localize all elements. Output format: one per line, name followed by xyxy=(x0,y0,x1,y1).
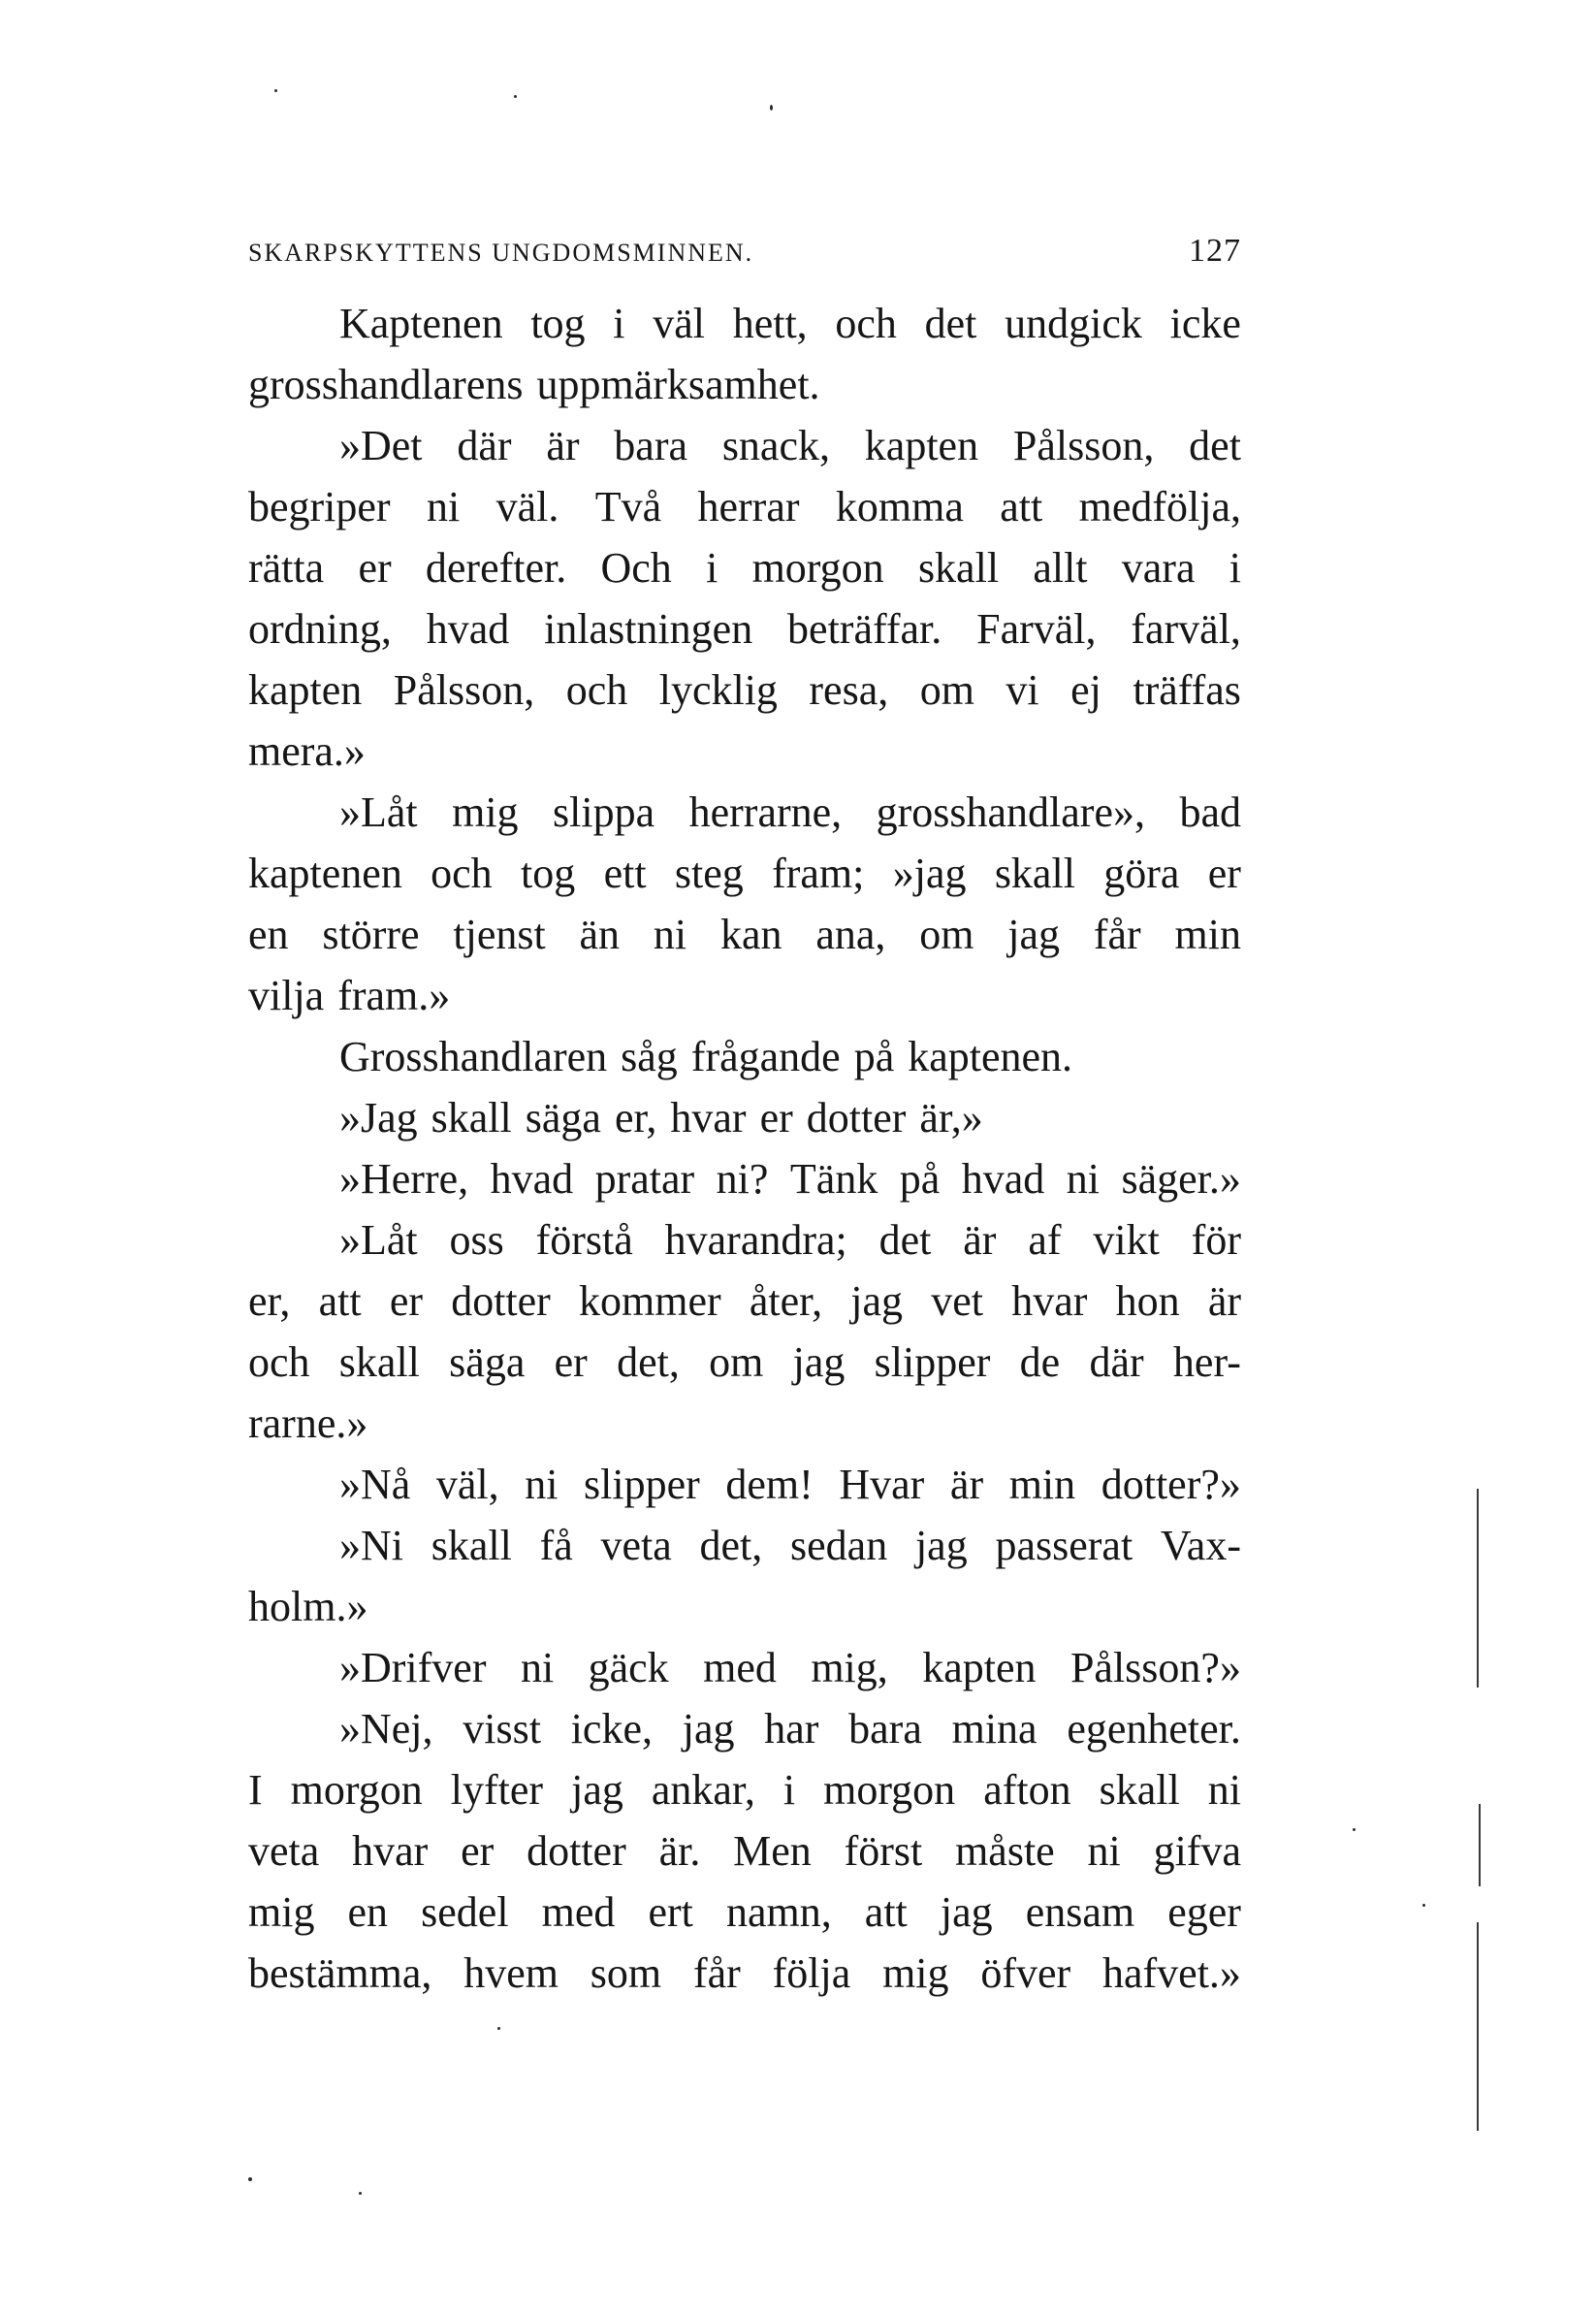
word: det xyxy=(924,300,977,347)
scan-speck xyxy=(274,89,277,92)
scan-speck xyxy=(248,2177,252,2181)
word: snack, xyxy=(721,422,830,469)
word: kommer xyxy=(579,1277,721,1325)
word: »Låt xyxy=(339,1216,418,1264)
word: skall xyxy=(338,1338,420,1386)
word: är,» xyxy=(919,1094,983,1142)
word: och xyxy=(431,850,493,897)
word: ett xyxy=(603,850,647,897)
word: hvar xyxy=(1011,1277,1088,1325)
word: på xyxy=(853,1033,895,1080)
text-line xyxy=(248,1759,1241,1820)
word: slipper xyxy=(584,1461,700,1508)
word: slipper xyxy=(874,1338,991,1386)
word: frågande xyxy=(690,1033,841,1080)
scan-speck xyxy=(1353,1828,1356,1831)
scan-speck xyxy=(1422,1904,1425,1907)
word: det, xyxy=(617,1338,680,1386)
word: vet xyxy=(931,1277,984,1325)
text-line xyxy=(248,782,1241,843)
word: grosshandlare», xyxy=(876,788,1145,836)
word: Pålsson, xyxy=(1012,422,1155,469)
text-line xyxy=(248,659,1241,721)
text-line xyxy=(248,415,1241,476)
page-header xyxy=(248,233,1241,277)
word: dotter xyxy=(527,1827,626,1875)
word: gäck xyxy=(588,1644,669,1691)
word: sedel xyxy=(421,1888,509,1936)
word: mig xyxy=(248,1888,315,1936)
word: ej xyxy=(1070,666,1101,714)
word: hvad xyxy=(490,1155,574,1203)
word: kaptenen xyxy=(248,850,402,897)
word: som xyxy=(590,1949,662,1997)
word: i xyxy=(1229,544,1241,592)
word: jag xyxy=(792,1338,846,1386)
word: vilja xyxy=(248,972,325,1019)
word: hvar xyxy=(670,1094,747,1142)
word: väl, xyxy=(435,1461,499,1508)
word: får xyxy=(692,1949,741,1997)
word: min xyxy=(1008,1461,1076,1508)
word: herrarne, xyxy=(688,788,843,836)
word: där xyxy=(1089,1338,1144,1386)
word: derefter. xyxy=(425,544,567,592)
word: är. xyxy=(658,1827,701,1875)
word: jag xyxy=(571,1766,623,1814)
word: er xyxy=(759,1094,793,1142)
word: dotter xyxy=(451,1277,551,1325)
word: ordning, xyxy=(248,605,392,653)
word: Farväl, xyxy=(976,605,1097,653)
word: hvarandra; xyxy=(664,1216,847,1264)
word: hett, xyxy=(732,300,808,347)
word: slippa xyxy=(553,788,655,836)
word: måste xyxy=(955,1827,1055,1875)
word: ankar, xyxy=(651,1766,755,1814)
text-line xyxy=(248,1698,1241,1759)
word: morgon xyxy=(290,1766,423,1814)
word: veta xyxy=(600,1522,672,1569)
text-line xyxy=(248,1148,1241,1209)
word: jag xyxy=(914,1522,968,1569)
word: oss xyxy=(449,1216,504,1264)
word: tjenst xyxy=(453,911,546,958)
word: ni xyxy=(426,483,461,531)
word: passerat xyxy=(995,1522,1133,1569)
word: hvem xyxy=(463,1949,559,1997)
word: Och xyxy=(600,544,672,592)
word: än xyxy=(579,911,621,958)
word: farväl, xyxy=(1131,605,1241,653)
word: få xyxy=(539,1522,573,1569)
word: om xyxy=(709,1338,764,1386)
word: det xyxy=(1189,422,1241,469)
word: och xyxy=(248,1338,310,1386)
word: först xyxy=(844,1827,923,1875)
word: komma xyxy=(835,483,964,531)
word: jag xyxy=(850,1277,904,1325)
word: icke, xyxy=(570,1705,653,1753)
word: steg xyxy=(674,850,744,897)
word: namn, xyxy=(725,1888,832,1936)
word: åter, xyxy=(749,1277,823,1325)
word: ert xyxy=(648,1888,693,1936)
word: visst xyxy=(463,1705,541,1753)
word: öfver xyxy=(980,1949,1071,1997)
word: kaptenen. xyxy=(908,1033,1073,1080)
word: förstå xyxy=(535,1216,633,1264)
word: af xyxy=(1028,1216,1062,1264)
text-line xyxy=(248,1637,1241,1698)
word: Grosshandlaren xyxy=(339,1033,608,1080)
word: eger xyxy=(1167,1888,1241,1936)
word: Pålsson, xyxy=(393,666,535,714)
word: jag xyxy=(1007,911,1061,958)
word: att xyxy=(864,1888,908,1936)
word: »Det xyxy=(339,422,423,469)
word: i xyxy=(782,1766,796,1814)
page-number: 127 xyxy=(1189,233,1241,269)
word: afton xyxy=(983,1766,1071,1814)
word: ni xyxy=(1207,1766,1241,1814)
word: egenheter. xyxy=(1067,1705,1241,1753)
word: bestämma, xyxy=(248,1949,432,1997)
word: »Nej, xyxy=(339,1705,433,1753)
word: undgick xyxy=(1005,300,1142,347)
text-line xyxy=(248,721,1241,782)
word: begriper xyxy=(248,483,391,531)
word: min xyxy=(1174,911,1241,958)
word: inlastningen xyxy=(544,605,753,653)
word: grosshandlarens xyxy=(248,361,524,408)
text-line xyxy=(248,1882,1241,1943)
word: väl. xyxy=(495,483,559,531)
word: säga xyxy=(525,1094,601,1142)
word: skall xyxy=(431,1522,512,1569)
text-line xyxy=(248,904,1241,965)
word: rätta xyxy=(248,544,325,592)
word: ensam xyxy=(1025,1888,1135,1936)
text-line xyxy=(248,843,1241,904)
word: fram; xyxy=(772,850,865,897)
word: lyfter xyxy=(450,1766,544,1814)
word: fram.» xyxy=(337,972,451,1019)
word: kapten xyxy=(864,422,979,469)
word: det xyxy=(878,1216,932,1264)
word: bara xyxy=(614,422,688,469)
word: göra xyxy=(1103,850,1180,897)
word: dotter?» xyxy=(1101,1461,1241,1508)
word: tog xyxy=(530,300,586,347)
word: säga xyxy=(449,1338,526,1386)
scan-speck xyxy=(359,2192,362,2195)
word: skall xyxy=(431,1094,512,1142)
word: hvad xyxy=(426,605,510,653)
word: i xyxy=(613,300,625,347)
word: er xyxy=(1207,850,1241,897)
word: hafvet.» xyxy=(1101,1949,1241,1997)
text-line xyxy=(248,1820,1241,1882)
word: er xyxy=(554,1338,588,1386)
word: er xyxy=(461,1827,495,1875)
word: lycklig xyxy=(658,666,778,714)
margin-line xyxy=(1479,1804,1481,1886)
word: kan xyxy=(719,911,782,958)
word: om xyxy=(919,911,974,958)
word: ana, xyxy=(815,911,886,958)
word: är xyxy=(963,1216,997,1264)
word: »Herre, xyxy=(339,1155,469,1203)
word: morgon xyxy=(823,1766,956,1814)
scan-speck xyxy=(514,95,517,98)
word: Hvar xyxy=(839,1461,925,1508)
word: en xyxy=(347,1888,389,1936)
scan-speck xyxy=(497,2027,500,2030)
word: mig xyxy=(452,788,519,836)
word: om xyxy=(919,666,974,714)
word: »Drifver xyxy=(339,1644,487,1691)
word: vi xyxy=(1005,666,1039,714)
word: följa xyxy=(772,1949,851,1997)
word: er, xyxy=(614,1094,657,1142)
word: jag xyxy=(682,1705,735,1753)
word: i xyxy=(706,544,718,592)
text-line xyxy=(248,965,1241,1026)
word: vara xyxy=(1121,544,1196,592)
text-line xyxy=(248,1576,1241,1637)
text-line xyxy=(248,1026,1241,1087)
word: och xyxy=(565,666,628,714)
word: hvad xyxy=(961,1155,1045,1203)
word: att xyxy=(1000,483,1043,531)
word: herrar xyxy=(697,483,800,531)
word: med xyxy=(541,1888,616,1936)
text-line xyxy=(248,1454,1241,1515)
text-line xyxy=(248,1515,1241,1576)
word: beträffar. xyxy=(787,605,942,653)
word: »jag xyxy=(892,850,967,897)
word: dotter xyxy=(806,1094,907,1142)
word: med xyxy=(703,1644,777,1691)
margin-line xyxy=(1477,1489,1479,1688)
word: I xyxy=(248,1766,263,1814)
word: ni xyxy=(525,1461,559,1508)
running-title: SKARPSKYTTENS UNGDOMSMINNEN. xyxy=(248,239,754,267)
word: »Nå xyxy=(339,1461,411,1508)
text-line xyxy=(248,476,1241,537)
text-line xyxy=(248,1943,1241,2004)
word: er xyxy=(389,1277,423,1325)
word: Två xyxy=(594,483,662,531)
scan-speck xyxy=(770,105,773,111)
word: ni xyxy=(653,911,687,958)
word: dem! xyxy=(725,1461,814,1508)
word: holm.» xyxy=(248,1583,368,1630)
word: större xyxy=(322,911,420,958)
body-text xyxy=(248,293,1241,2004)
word: ni xyxy=(1087,1827,1121,1875)
word: er xyxy=(358,544,392,592)
word: hvar xyxy=(352,1827,429,1875)
word: skall xyxy=(1099,1766,1180,1814)
word: att xyxy=(318,1277,362,1325)
word: morgon xyxy=(751,544,884,592)
word: är xyxy=(1207,1277,1241,1325)
word: medfölja, xyxy=(1078,483,1241,531)
word: Vax- xyxy=(1160,1522,1241,1569)
word: ni? xyxy=(716,1155,769,1203)
word: hon xyxy=(1115,1277,1180,1325)
word: för xyxy=(1191,1216,1241,1264)
word: rarne.» xyxy=(248,1399,368,1447)
word: är xyxy=(949,1461,984,1508)
word: bad xyxy=(1179,788,1241,836)
word: Tänk xyxy=(789,1155,878,1203)
text-line xyxy=(248,1393,1241,1454)
word: och xyxy=(835,300,897,347)
word: det, xyxy=(699,1522,763,1569)
word: kapten xyxy=(248,666,363,714)
word: är xyxy=(546,422,580,469)
word: her- xyxy=(1172,1338,1241,1386)
word: »Jag xyxy=(339,1094,418,1142)
word: mig, xyxy=(811,1644,888,1691)
text-line xyxy=(248,537,1241,598)
word: uppmärksamhet. xyxy=(536,361,820,408)
text-line xyxy=(248,1271,1241,1332)
word: får xyxy=(1093,911,1141,958)
word: sedan xyxy=(790,1522,888,1569)
word: Men xyxy=(733,1827,812,1875)
text-line xyxy=(248,1209,1241,1271)
word: allt xyxy=(1033,544,1088,592)
word: »Låt xyxy=(339,788,418,836)
word: kapten xyxy=(922,1644,1037,1691)
word: ni xyxy=(1066,1155,1101,1203)
word: har xyxy=(764,1705,819,1753)
word: där xyxy=(457,422,512,469)
word: mina xyxy=(951,1705,1037,1753)
word: en xyxy=(248,911,289,958)
word: veta xyxy=(248,1827,320,1875)
word: jag xyxy=(940,1888,993,1936)
word: resa, xyxy=(809,666,889,714)
word: säger.» xyxy=(1121,1155,1241,1203)
word: mera.» xyxy=(248,727,366,775)
word: de xyxy=(1019,1338,1061,1386)
text-line xyxy=(248,293,1241,354)
word: icke xyxy=(1169,300,1241,347)
word: pratar xyxy=(594,1155,695,1203)
word: väl xyxy=(653,300,705,347)
word: »Ni xyxy=(339,1522,403,1569)
word: skall xyxy=(994,850,1075,897)
text-line xyxy=(248,1087,1241,1148)
word: ni xyxy=(520,1644,555,1691)
word: Kaptenen xyxy=(339,300,503,347)
word: mig xyxy=(882,1949,949,1997)
text-line xyxy=(248,354,1241,415)
word: på xyxy=(899,1155,941,1203)
word: er, xyxy=(248,1277,291,1325)
word: träffas xyxy=(1133,666,1241,714)
word: tog xyxy=(521,850,576,897)
word: vikt xyxy=(1093,1216,1160,1264)
text-line xyxy=(248,598,1241,659)
word: bara xyxy=(848,1705,922,1753)
word: gifva xyxy=(1153,1827,1241,1875)
word: Pålsson?» xyxy=(1069,1644,1241,1691)
word: såg xyxy=(621,1033,678,1080)
margin-line xyxy=(1477,1922,1479,2131)
text-line xyxy=(248,1332,1241,1393)
word: skall xyxy=(917,544,1000,592)
